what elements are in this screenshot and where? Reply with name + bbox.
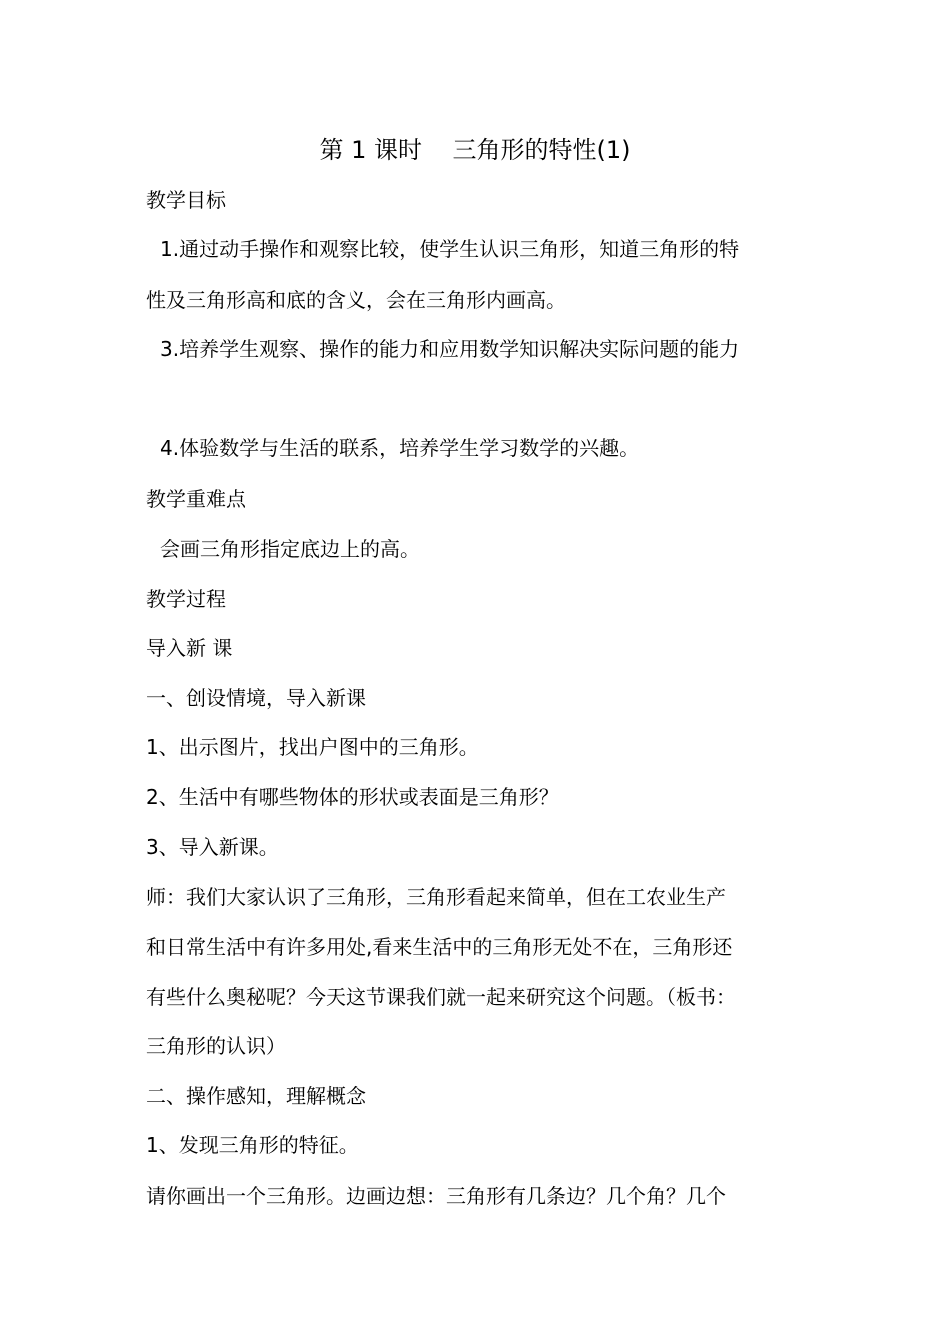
paragraph-line: 二、操作感知，理解概念: [146, 1084, 366, 1108]
paragraph-line: 3、导入新课。: [146, 835, 279, 859]
paragraph-line: 1、出示图片，找出户图中的三角形。: [146, 735, 479, 759]
section-heading: 教学重难点: [146, 487, 246, 511]
paragraph-line: 2、生活中有哪些物体的形状或表面是三角形？: [146, 785, 559, 809]
paragraph-line: 1、发现三角形的特征。: [146, 1133, 359, 1157]
paragraph-line: 三角形的认识）: [146, 1034, 286, 1058]
paragraph-line: 导入新 课: [146, 636, 233, 660]
section-heading: 教学过程: [146, 587, 226, 611]
paragraph-line: 1.通过动手操作和观察比较，使学生认识三角形，知道三角形的特: [160, 237, 740, 261]
paragraph-line: 和日常生活中有许多用处,看来生活中的三角形无处不在，三角形还: [146, 935, 733, 959]
section-heading: 教学目标: [146, 188, 226, 212]
paragraph-line: 3.培养学生观察、操作的能力和应用数学知识解决实际问题的能力: [160, 337, 740, 361]
paragraph-line: 一、创设情境，导入新课: [146, 686, 366, 710]
page-title: 第 1 课时 三角形的特性(1): [319, 136, 631, 164]
paragraph-line: 有些什么奥秘呢？今天这节课我们就一起来研究这个问题。（板书：: [146, 985, 736, 1009]
paragraph-line: 师：我们大家认识了三角形，三角形看起来简单，但在工农业生产: [146, 885, 726, 909]
paragraph-line: 性及三角形高和底的含义，会在三角形内画高。: [146, 288, 566, 312]
paragraph-line: 4.体验数学与生活的联系，培养学生学习数学的兴趣。: [160, 436, 640, 460]
paragraph-line: 会画三角形指定底边上的高。: [160, 537, 420, 561]
paragraph-line: 请你画出一个三角形。边画边想：三角形有几条边？几个角？几个: [146, 1184, 726, 1208]
